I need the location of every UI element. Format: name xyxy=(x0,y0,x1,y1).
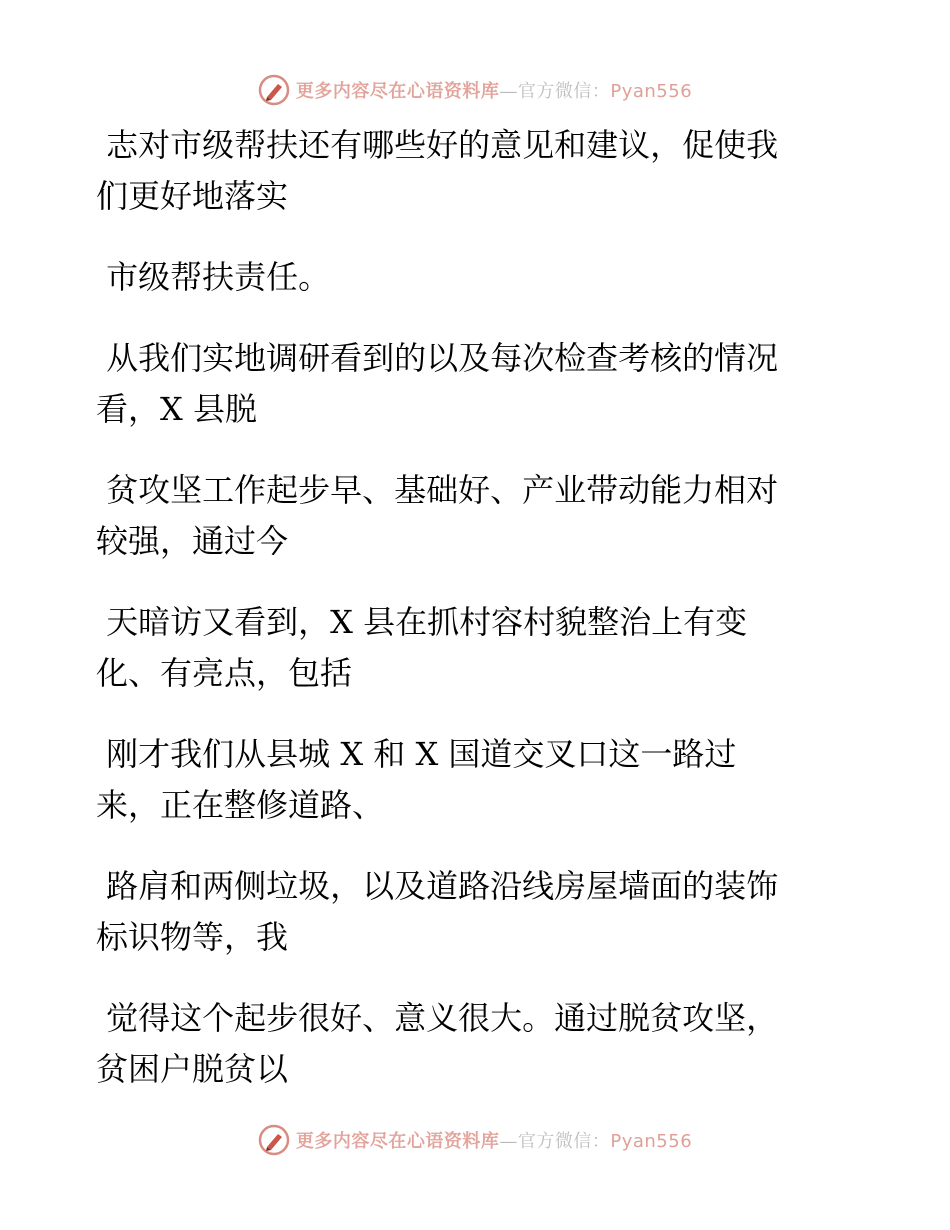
paragraph-line: 天暗访又看到，X 县在抓村容村貌整治上有变 xyxy=(96,603,748,641)
pen-logo-icon xyxy=(258,1124,290,1156)
document-body xyxy=(96,120,836,1125)
paragraph-2 xyxy=(96,252,836,303)
paragraph-line: 从我们实地调研看到的以及每次检查考核的情况 xyxy=(96,339,779,377)
paragraph-6 xyxy=(96,729,836,831)
paragraph-1 xyxy=(96,120,836,222)
watermark-wechat-id: Pyan556 xyxy=(610,1131,693,1152)
paragraph-line: 贫攻坚工作起步早、基础好、产业带动能力相对 xyxy=(96,471,779,509)
paragraph-5 xyxy=(96,597,836,699)
paragraph-line: 来，正在整修道路、 xyxy=(96,786,385,824)
paragraph-line: 贫困户脱贫以 xyxy=(96,1050,289,1088)
paragraph-4 xyxy=(96,465,836,567)
paragraph-line: 觉得这个起步很好、意义很大。通过脱贫攻坚， xyxy=(96,999,779,1037)
paragraph-8 xyxy=(96,993,836,1095)
header-watermark xyxy=(0,70,950,110)
paragraph-7 xyxy=(96,861,836,963)
pen-logo-icon xyxy=(258,74,290,106)
watermark-separator: — xyxy=(499,81,518,102)
watermark-wechat-id: Pyan556 xyxy=(610,81,693,102)
watermark-sub-text: 官方微信： xyxy=(517,81,611,102)
paragraph-line: 较强，通过今 xyxy=(96,522,289,560)
paragraph-line: 化、有亮点，包括 xyxy=(96,654,353,692)
paragraph-line: 市级帮扶责任。 xyxy=(96,258,331,296)
paragraph-line: 们更好地落实 xyxy=(96,177,289,215)
watermark-separator: — xyxy=(499,1131,518,1152)
watermark-main-text: 更多内容尽在心语资料库 xyxy=(295,1131,500,1152)
watermark-sub-text: 官方微信： xyxy=(517,1131,611,1152)
paragraph-line: 标识物等，我 xyxy=(96,918,289,956)
footer-watermark xyxy=(0,1120,950,1160)
paragraph-3 xyxy=(96,333,836,435)
paragraph-line: 志对市级帮扶还有哪些好的意见和建议，促使我 xyxy=(96,126,779,164)
paragraph-line: 刚才我们从县城 X 和 X 国道交叉口这一路过 xyxy=(96,735,737,773)
watermark-main-text: 更多内容尽在心语资料库 xyxy=(295,81,500,102)
paragraph-line: 路肩和两侧垃圾，以及道路沿线房屋墙面的装饰 xyxy=(96,867,779,905)
paragraph-line: 看，X 县脱 xyxy=(96,390,257,428)
